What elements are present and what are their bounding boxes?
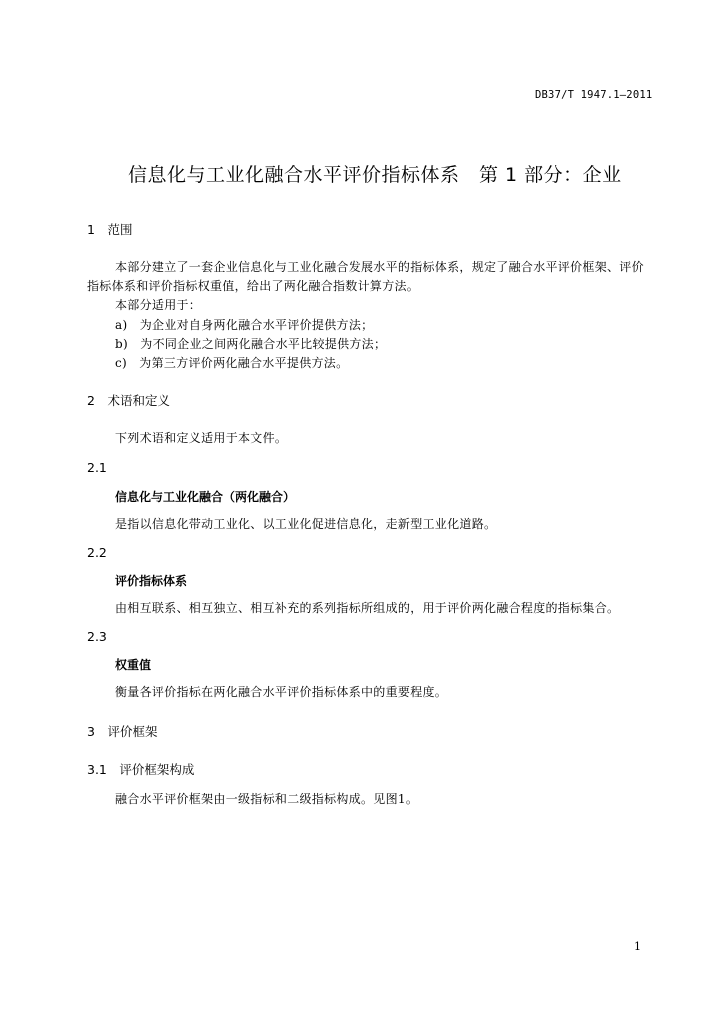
term-definition: 衡量各评价指标在两化融合水平评价指标体系中的重要程度。 [115, 685, 448, 699]
page-title: 信息化与工业化融合水平评价指标体系 第 1 部分：企业 [128, 164, 622, 186]
term-definition: 由相互联系、相互独立、相互补充的系列指标所组成的，用于评价两化融合程度的指标集合。 [115, 601, 620, 615]
term-name: 信息化与工业化融合（两化融合） [115, 490, 296, 504]
s1-para2: 本部分适用于： [115, 298, 202, 312]
term-number: 2.3 [87, 629, 107, 644]
term-name: 权重值 [115, 658, 152, 672]
list-item: a) 为企业对自身两化融合水平评价提供方法； [115, 318, 374, 332]
doc-code: DB37/T 1947.1—2011 [535, 89, 653, 101]
list-item: b) 为不同企业之间两化融合水平比较提供方法； [115, 337, 387, 351]
page-number: 1 [634, 940, 641, 953]
term-name: 评价指标体系 [115, 574, 188, 588]
s2-intro: 下列术语和定义适用于本文件。 [115, 431, 288, 445]
term-definition: 是指以信息化带动工业化、以工业化促进信息化，走新型工业化道路。 [115, 517, 497, 531]
s1-para1-line2: 指标体系和评价指标权重值，给出了两化融合指数计算方法。 [87, 279, 420, 293]
s1-para1-line1: 本部分建立了一套企业信息化与工业化融合发展水平的指标体系，规定了融合水平评价框架、评价 [115, 260, 644, 274]
term-number: 2.2 [87, 545, 107, 560]
s3-1-text: 融合水平评价框架由一级指标和二级指标构成。见图1。 [115, 792, 419, 806]
section-2-heading: 2 术语和定义 [87, 393, 170, 408]
list-item: c) 为第三方评价两化融合水平提供方法。 [115, 356, 349, 370]
section-3-1-heading: 3.1 评价框架构成 [87, 762, 195, 777]
term-number: 2.1 [87, 460, 107, 475]
section-3-heading: 3 评价框架 [87, 724, 158, 739]
section-1-heading: 1 范围 [87, 222, 133, 237]
